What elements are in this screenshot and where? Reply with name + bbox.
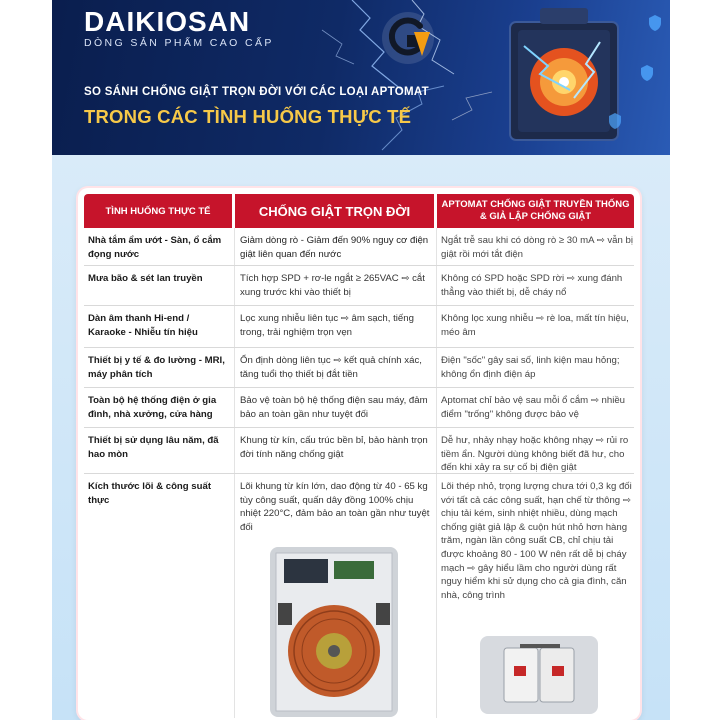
lifetime-cell: Lõi khung từ kín lớn, dao động từ 40 - 65 kg tùy công suất, quấn dây đồng 100% chịu nhiệt 220°C, đảm bảo an toàn gần như tuyệt đối: [240, 481, 430, 533]
comparison-table: [78, 188, 640, 720]
aptomat-cell: Dễ hư, nhảy nhạy hoặc không nhạy ⇨ rủi ro tiềm ẩn. Người dùng không biết đã hư, cho đến khi xảy ra sự cố bị điện giật: [441, 435, 629, 474]
headline-line-1: SO SÁNH CHỐNG GIẬT TRỌN ĐỜI VỚI CÁC LOẠI APTOMAT: [84, 86, 429, 98]
brand-name: DAIKIOSAN: [84, 6, 251, 37]
aptomat-cell: Ngắt trễ sau khi có dòng rò ≥ 30 mA ⇨ vẫn bị giật rồi mới tắt điện: [441, 235, 633, 260]
situation-cell: Nhà tắm ẩm ướt - Sàn, ổ cắm đọng nước: [88, 235, 222, 260]
situation-cell: Kích thước lõi & công suất thực: [88, 481, 212, 506]
header-banner: [52, 0, 670, 155]
header-aptomat: APTOMAT CHỐNG GIẬT TRUYỀN THỐNG & GIẢ LẬP CHỐNG GIẬT: [437, 194, 634, 228]
situation-cell: Thiết bị sử dụng lâu năm, đã hao mòn: [88, 435, 219, 460]
situation-cell: Mưa bão & sét lan truyền: [88, 273, 203, 284]
aptomat-cell: Không lọc xung nhiễu ⇨ rè loa, mất tín hiệu, méo âm: [441, 313, 629, 338]
aptomat-photo: [480, 636, 598, 714]
situation-cell: Dàn âm thanh Hi-end / Karaoke - Nhiễu tín hiệu: [88, 313, 198, 338]
brand-logo-icon: [380, 10, 436, 66]
lifetime-cell: Bảo vệ toàn bộ hệ thống điện sau máy, đảm bảo an toàn gần như tuyệt đối: [240, 395, 428, 420]
table-row: [84, 228, 634, 266]
table-row: [84, 388, 634, 428]
shield-icon: [648, 14, 662, 32]
brand-tagline: DÒNG SẢN PHẨM CAO CẤP: [84, 37, 274, 49]
situation-cell: Toàn bộ hệ thống điện ở gia đình, nhà xưởng, cửa hàng: [88, 395, 217, 420]
lifetime-cell: Ổn định dòng liên tục ⇨ kết quả chính xác, tăng tuổi thọ thiết bị đắt tiền: [240, 355, 422, 380]
header-situation: TÌNH HUỐNG THỰC TẾ: [84, 194, 232, 228]
table-row: [84, 306, 634, 348]
table-row: [84, 266, 634, 306]
lifetime-cell: Lọc xung nhiễu liên tục ⇨ âm sạch, tiếng trong, trải nghiệm trọn vẹn: [240, 313, 414, 338]
shield-icon: [608, 112, 622, 130]
aptomat-cell: Điện "sốc" gây sai số, linh kiện mau hỏng; không ổn định điện áp: [441, 355, 620, 380]
aptomat-cell: Lõi thép nhỏ, trọng lượng chưa tới 0,3 kg đối với tất cả các công suất, hạn chế từ thông ⇨ chịu tải kém, sinh nhiệt nhiều, dùng mạch chống giật giả lập & cuộn hút nhỏ hơn hàng trăm, ngàn lần công suất CB, chỉ chịu tải được khoảng 80 - 100 W nên rất dễ bị cháy mạch ⇨ gây hiểu lầm cho người dùng rất nguy hiểm khi sử dụng cho cả gia đình, căn nhà, công trình: [441, 481, 632, 601]
table-row: [84, 348, 634, 388]
aptomat-cell: Không có SPD hoặc SPD rời ⇨ xung đánh thẳng vào thiết bị, dễ cháy nổ: [441, 273, 623, 298]
header-lifetime: CHỐNG GIẬT TRỌN ĐỜI: [235, 194, 434, 228]
aptomat-cell: Aptomat chỉ bảo vệ sau mỗi ổ cắm ⇨ nhiều điểm "trống" không được bảo vệ: [441, 395, 626, 420]
lifetime-cell: Giảm dòng rò - Giảm đến 90% nguy cơ điện giật liên quan đến nước: [240, 235, 429, 260]
shield-icon: [640, 64, 654, 82]
table-row: [84, 428, 634, 474]
lifetime-cell: Tích hợp SPD + rơ-le ngắt ≥ 265VAC ⇨ cắt xung trước khi vào thiết bị: [240, 273, 425, 298]
transformer-photo: [270, 547, 398, 717]
headline-line-2: TRONG CÁC TÌNH HUỐNG THỰC TẾ: [84, 106, 412, 127]
device-illustration-icon: [490, 2, 650, 152]
situation-cell: Thiết bị y tế & đo lường - MRI, máy phân tích: [88, 355, 225, 380]
lifetime-cell: Khung từ kín, cấu trúc bền bỉ, bảo hành trọn đời tính năng chống giật: [240, 435, 428, 460]
